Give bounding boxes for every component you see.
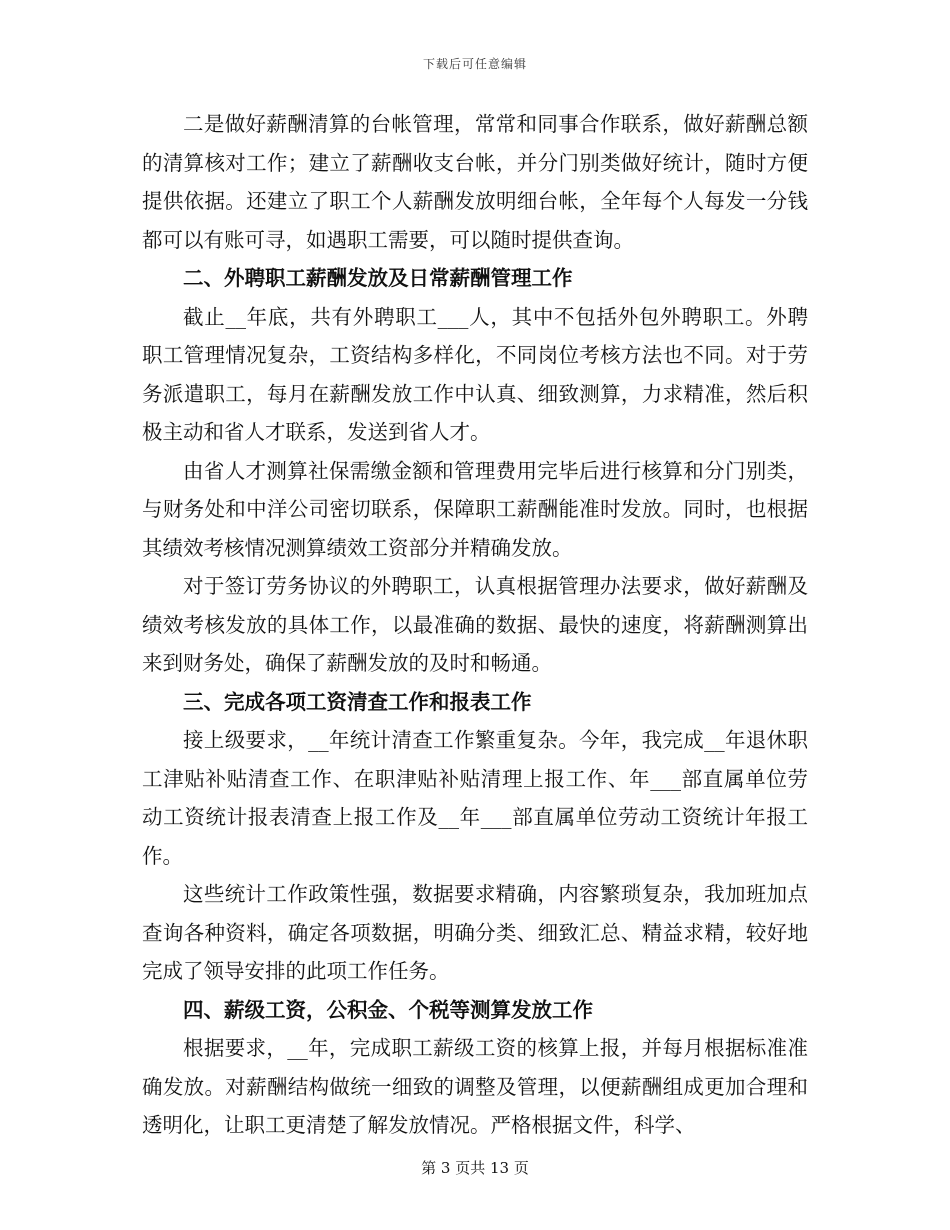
section-heading-salary-audit: 三、完成各项工资清查工作和报表工作 (183, 689, 532, 714)
paragraph-labor-agreement: 对于签订劳务协议的外聘职工，认真根据管理办法要求，做好薪酬及绩效考核发放的具体工作，以最准确的数据、最快的速度，将薪酬测算出来到财务处，确保了薪酬发放的及时和畅通。 (142, 574, 808, 675)
paragraph-statistics-effort: 这些统计工作政策性强，数据要求精确，内容繁琐复杂，我加班加点查询各种资料，确定各项数据，明确分类、细致汇总、精益求精，较好地完成了领导安排的此项工作任务。 (142, 882, 808, 983)
paragraph-social-insurance: 由省人才测算社保需缴金额和管理费用完毕后进行核算和分门别类，与财务处和中洋公司密切联系，保障职工薪酬能准时发放。同时，也根据其绩效考核情况测算绩效工资部分并精确发放。 (142, 458, 808, 560)
section-heading-grade-salary: 四、薪级工资，公积金、个税等测算发放工作 (183, 997, 593, 1022)
page-number-footer: 第 3 页共 13 页 (421, 1159, 529, 1177)
paragraph-external-staff-overview: 截止__年底，共有外聘职工___人，其中不包括外包外聘职工。外聘职工管理情况复杂，工资结构多样化，不同岗位考核方法也不同。对于劳务派遣职工，每月在薪酬发放工作中认真、细致测算，力求精准，然后积极主动和省人才联系，发送到省人才。 (142, 304, 808, 444)
page-header: 下载后可任意编辑 (422, 57, 527, 71)
section-heading-external-staff: 二、外聘职工薪酬发放及日常薪酬管理工作 (183, 266, 573, 290)
document-body (142, 105, 808, 1145)
paragraph-grade-salary: 根据要求，__年，完成职工薪级工资的核算上报，并每月根据标准准确发放。对薪酬结构做统一细致的调整及管理，以便薪酬组成更加合理和透明化，让职工更清楚了解发放情况。严格根据文件，科学、 (142, 1036, 808, 1137)
paragraph-ledger-management: 二是做好薪酬清算的台帐管理，常常和同事合作联系，做好薪酬总额的清算核对工作；建立了薪酬收支台帐，并分门别类做好统计，随时方便提供依据。还建立了职工个人薪酬发放明细台帐，全年每个人每发一分钱都可以有账可寻，如遇职工需要，可以随时提供查询。 (142, 112, 808, 252)
paragraph-statistics-audit: 接上级要求，__年统计清查工作繁重复杂。今年，我完成__年退休职工津贴补贴清查工作、在职津贴补贴清理上报工作、年___部直属单位劳动工资统计报表清查上报工作及__年___部直属单位劳动工资统计年报工作。 (142, 728, 808, 868)
